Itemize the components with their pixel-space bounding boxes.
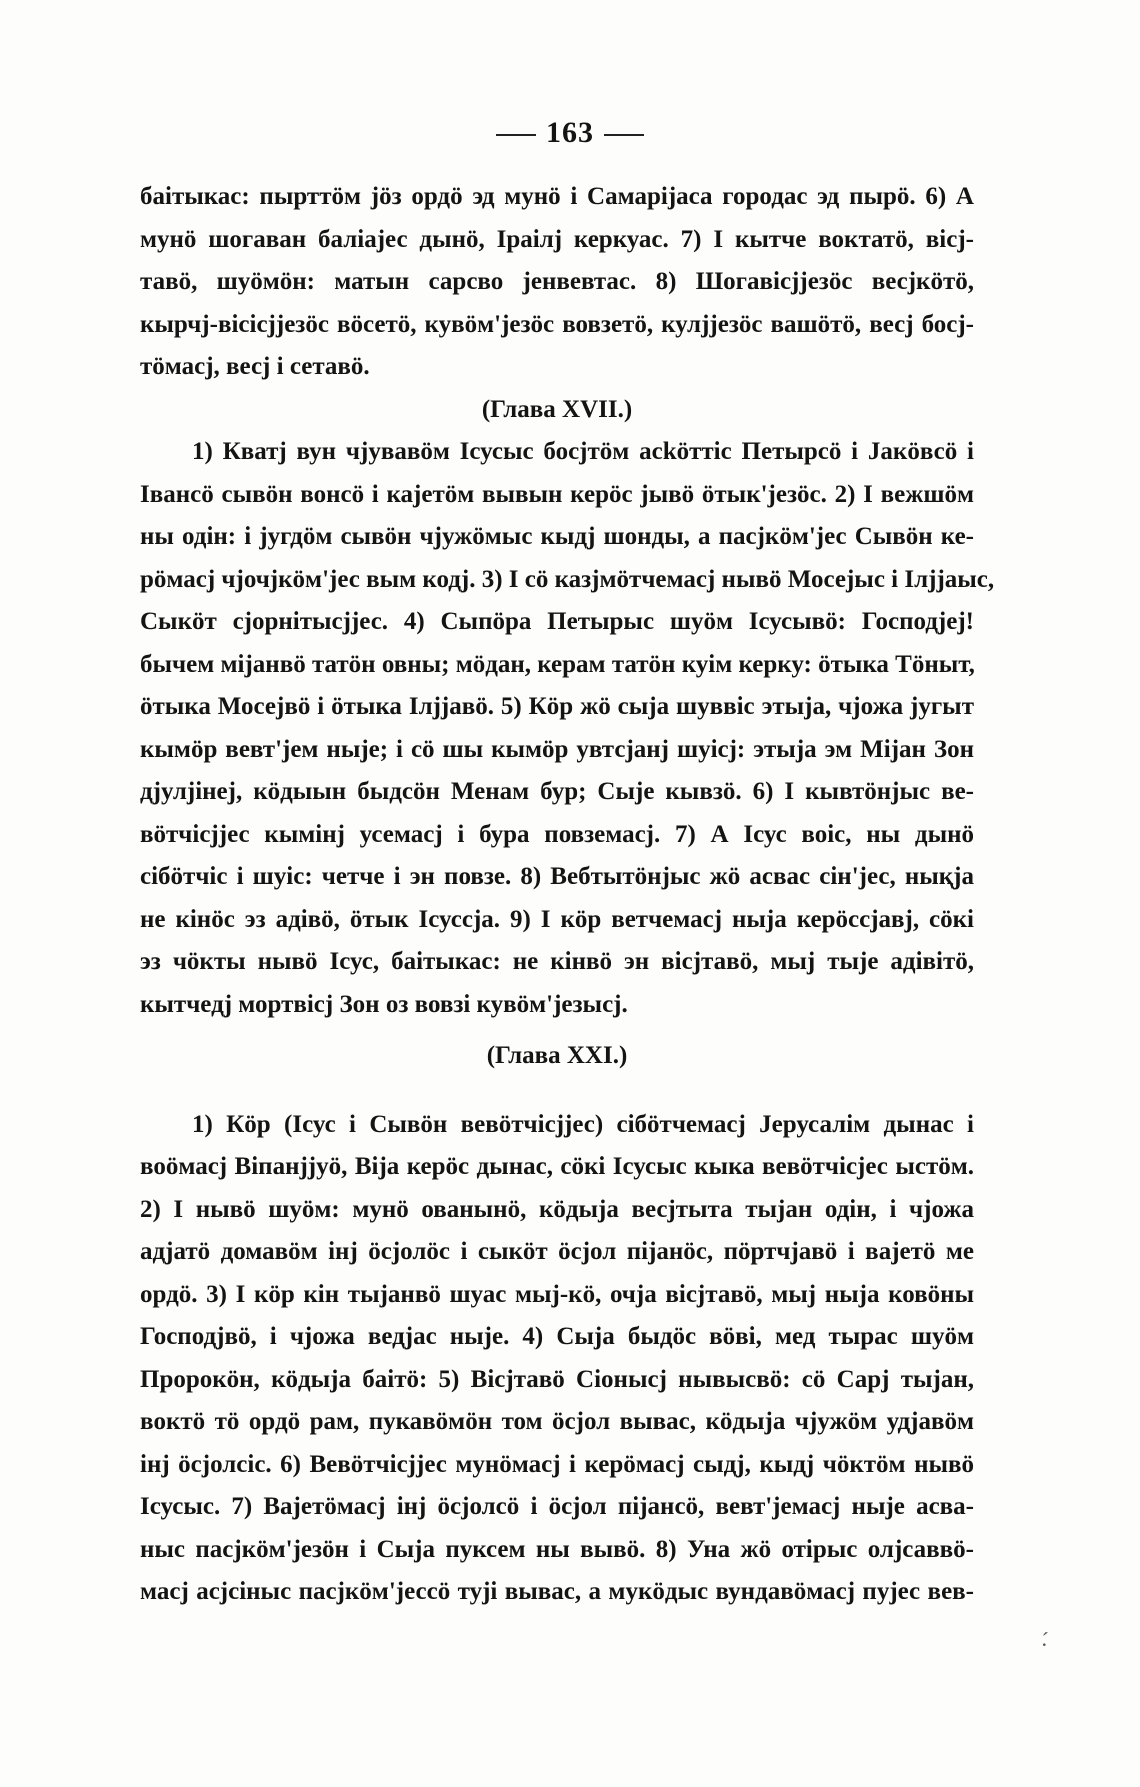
block2-line: інј öсјолсіс. 6) Вевöтчісјјес мунöмасј i керöмасј сыдј, кыдј чöктöм нывö [140,1450,974,1478]
block1-line: эз чöкты нывö Iсус, баітыкас: не кінвö эн віcјтавö, мыј тыје адівітö, [140,948,974,975]
block2-line: Iсусыс. 7) Вајетöмасј інј öсјолсö i öсјол піјансö, вевт'јемасј ныје асва- [140,1493,974,1520]
block1-line: Івансö сывöн вонсö i кајетöм вывын керöс јывö öтык'језöс. 2) I вежшöм [140,480,974,508]
block1-line: тöмасј, весј i сетавö. [140,353,370,380]
block2-line: Господјвö, i чјожа ведјас ныје. 4) Сыја быдöс вöві, мед тырас шуöм [140,1323,974,1350]
chapter-heading: (Глава XVII.) [481,395,633,423]
block1-line: ны одін: і југдöм сывöн чјужöмыс кыдј шонды, а пасјкöм'јес Сывöн ке- [140,523,974,550]
block1-line: вöтчісјјес кымінј усемасј i бура повземасј. 7) А Iсус воіс, ны дынö [140,820,974,848]
text-block-1 [140,176,995,1026]
page-number-header [0,116,1140,150]
chapter-heading-xxi: (Глава XXI.) [486,1042,628,1069]
block1-line: не кінöс эз адівö, öтык Iсусcја. 9) I кöр ветчемасј ныја керöссјавј, сöкі [140,905,974,933]
block2-line: масј асјсіныс пасјкöм'јессö тујі вывас, а мукöдыс вундавöмасј пујес вев- [140,1578,974,1605]
block2-line: адјатö домавöм інј öсјолöс i сыкöт öсјол піјанöс, пöртчјавö i вајетö ме [140,1238,974,1265]
block1-line: тавö, шуöмöн: матын сарсво јенвевтас. 8) Шогавісјјезöс весјкöтö, [140,268,974,295]
block1-line: сібöтчіс i шуіс: четче i эн повзе. 8) Вебтытöнјыс жö асвас сін'јес, нықја [140,863,974,890]
block1-line: дјулјінеј, кöдыын быдсöн Менам бур; Сыје кывзö. 6) I кывтöнјыс ве- [140,778,974,805]
block1-line: мунö шогаван баліајес дынö, Іраілј керкуас. 7) I кытче воктатö, віcј- [140,225,974,253]
block1-line: 1) Кватј вун чјувавöм Iсусыс босјтöм асköттіс Петырсö i Јакöвсö i [192,438,974,465]
block1-line: бычем міјанвö татöн овны; мöдан, керам татöн куім керку: öтыка Тöныт, [140,650,975,678]
text-block-2 [140,1104,974,1614]
block2-line: Пророкöн, кöдыја баітö: 5) Віcјтавö Сіонысј нывысвö: сö Сарј тыјан, [140,1365,974,1393]
block2-line: ордö. 3) I кöр кін тыјанвö шуас мыј-кö, очја віcјтавö, мыј ныја ковöны [140,1280,974,1308]
block2-line: вoктö тö ордö рам, пукавöмöн том öсјол вывас, кöдыја чјужöм удјавöм [140,1408,974,1435]
block1-line: кытчедј мортвісј Зон оз вовзі кувöм'језысј. [140,990,628,1018]
block1-line: Сыкöт сјорнітысјјес. 4) Сыпöра Петырыс шуöм Iсусывö: Господјеј! [140,608,974,635]
block1-line: кымöр вевт'јем ныје; i сö шы кымöр увтсјанј шуісј: этыја эм Міјан Зон [140,735,974,763]
text-block-2-wrapper [140,1035,974,1614]
block1-line: рöмасј чјочјкöм'јес вым кодј. 3) I сö казјмöтчемасј нывö Мосејыс i Iлјјаыс, [140,565,995,593]
block1-line: öтыка Мосејвö i öтыка Iлјјавö. 5) Кöр жö сыја шуввіс этыја, чјожа југыт [140,693,974,720]
page-number: 163 [546,116,594,149]
block2-line: воöмасј Віпанјјуö, Віја керöс дынас, сöкі Iсусыс кыка вевöтчісјес ыстöм. [140,1153,974,1180]
block1-line: баітыкас: пырттöм jöз ордö эд мунö i Самарiјаса городас эд пырö. 6) А [140,183,974,210]
header-dash-left [496,134,536,136]
stray-mark: ·́ [1040,1632,1048,1657]
block2-line: 2) I нывö шуöм: мунö ованынö, кöдыја весјтыта тыјан одін, і чјожа [140,1195,974,1223]
block2-line: 1) Кöр (Iсус i Сывöн вевöтчісјјес) сібöтчемасј Јерусалім дынас i [192,1110,974,1138]
block1-line: кырчј-вісісјјезöс вöсетö, кувöм'језöс вовзетö, кулјјезöс вашöтö, весј босј- [140,310,974,338]
block2-line: ныс пасјкöм'језöн i Сыја пуксем ны вывö. 8) Уна жö отірыс олјсаввö- [140,1535,974,1563]
header-dash-right [604,134,644,136]
